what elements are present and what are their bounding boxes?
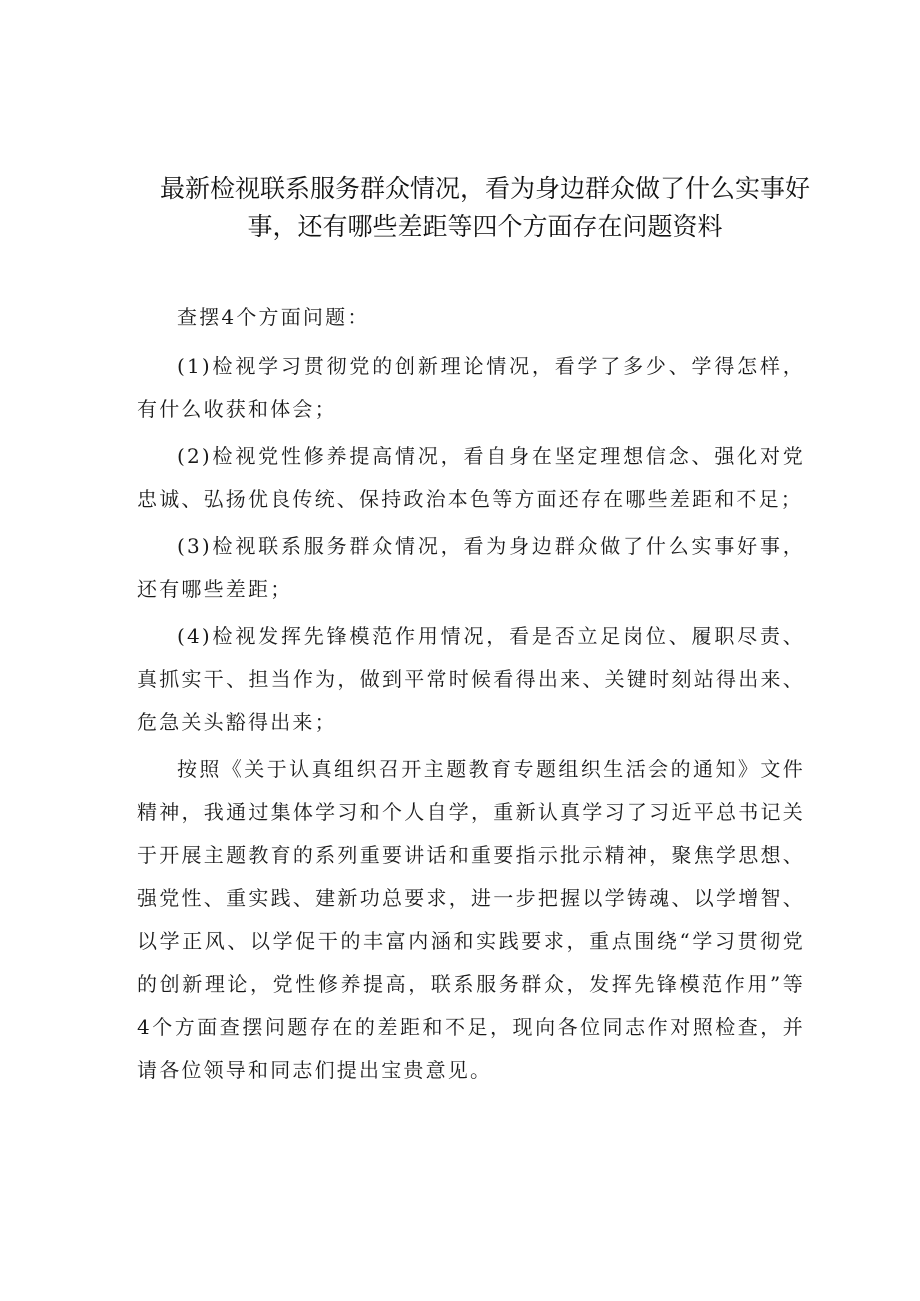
paragraph-item-3: (3)检视联系服务群众情况，看为身边群众做了什么实事好事，还有哪些差距； [137, 534, 805, 601]
document-title: 最新检视联系服务群众情况，看为身边群众做了什么实事好事，还有哪些差距等四个方面存在问题资料 [160, 174, 811, 241]
paragraph-intro: 查摆4个方面问题： [177, 305, 370, 329]
paragraph-main: 按照《关于认真组织召开主题教育专题组织生活会的通知》文件精神，我通过集体学习和个人自学，重新认真学习了习近平总书记关于开展主题教育的系列重要讲话和重要指示批示精神，聚焦学思想、强党性、重实践、建新功总要求，进一步把握以学铸魂、以学增智、以学正风、以学促干的丰富内涵和实践要求，重点围绕“学习贯彻党的创新理论，党性修养提高，联系服务群众，发挥先锋模范作用”等4个方面查摆问题存在的差距和不足，现向各位同志作对照检查，并请各位领导和同志们提出宝贵意见。 [137, 757, 805, 1082]
document-body [137, 296, 805, 1096]
paragraph-item-1: (1)检视学习贯彻党的创新理论情况，看学了多少、学得怎样，有什么收获和体会； [137, 354, 805, 421]
paragraph-item-4: (4)检视发挥先锋模范作用情况，看是否立足岗位、履职尽责、真抓实干、担当作为，做到平常时候看得出来、关键时刻站得出来、危急关头豁得出来； [137, 624, 805, 734]
paragraph-item-2: (2)检视党性修养提高情况，看自身在坚定理想信念、强化对党忠诚、弘扬优良传统、保持政治本色等方面还存在哪些差距和不足； [137, 444, 805, 511]
